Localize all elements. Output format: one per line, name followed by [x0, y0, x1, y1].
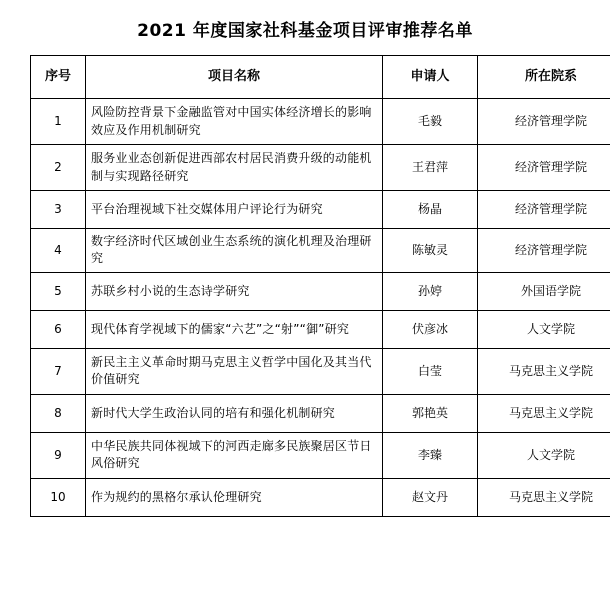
cell-department: 经济管理学院 — [478, 229, 610, 273]
cell-applicant: 孙婷 — [383, 272, 478, 310]
table-row — [31, 478, 610, 516]
cell-department: 经济管理学院 — [478, 145, 610, 191]
cell-project-name: 服务业业态创新促进西部农村居民消费升级的动能机制与实现路径研究 — [86, 145, 383, 191]
column-header-no: 序号 — [31, 56, 86, 99]
cell-project-name: 风险防控背景下金融监管对中国实体经济增长的影响效应及作用机制研究 — [86, 99, 383, 145]
cell-no: 7 — [31, 348, 86, 394]
cell-applicant: 毛毅 — [383, 99, 478, 145]
page-title: 2021 年度国家社科基金项目评审推荐名单 — [0, 16, 610, 41]
cell-department: 马克思主义学院 — [478, 394, 610, 432]
cell-applicant: 白莹 — [383, 348, 478, 394]
cell-project-name: 平台治理视域下社交媒体用户评论行为研究 — [86, 191, 383, 229]
column-header-department: 所在院系 — [478, 56, 610, 99]
table-row — [31, 432, 610, 478]
table-row — [31, 145, 610, 191]
cell-applicant: 杨晶 — [383, 191, 478, 229]
table-header — [31, 56, 610, 99]
column-header-project-name: 项目名称 — [86, 56, 383, 99]
cell-department: 经济管理学院 — [478, 99, 610, 145]
cell-no: 8 — [31, 394, 86, 432]
cell-department: 人文学院 — [478, 310, 610, 348]
cell-applicant: 李臻 — [383, 432, 478, 478]
cell-project-name: 苏联乡村小说的生态诗学研究 — [86, 272, 383, 310]
cell-project-name: 作为规约的黑格尔承认伦理研究 — [86, 478, 383, 516]
table-header-row — [31, 56, 610, 99]
column-header-applicant: 申请人 — [383, 56, 478, 99]
cell-applicant: 王君萍 — [383, 145, 478, 191]
recommendation-list-table — [30, 55, 610, 517]
cell-department: 马克思主义学院 — [478, 478, 610, 516]
cell-project-name: 新时代大学生政治认同的培有和强化机制研究 — [86, 394, 383, 432]
cell-no: 6 — [31, 310, 86, 348]
cell-applicant: 郭艳英 — [383, 394, 478, 432]
table-row — [31, 348, 610, 394]
cell-department: 外国语学院 — [478, 272, 610, 310]
cell-no: 5 — [31, 272, 86, 310]
cell-applicant: 赵文丹 — [383, 478, 478, 516]
cell-no: 9 — [31, 432, 86, 478]
document-page — [0, 16, 610, 612]
table-row — [31, 99, 610, 145]
table-row — [31, 191, 610, 229]
cell-project-name: 中华民族共同体视域下的河西走廊多民族聚居区节日风俗研究 — [86, 432, 383, 478]
cell-department: 马克思主义学院 — [478, 348, 610, 394]
cell-department: 人文学院 — [478, 432, 610, 478]
cell-project-name: 新民主主义革命时期马克思主义哲学中国化及其当代价值研究 — [86, 348, 383, 394]
cell-no: 1 — [31, 99, 86, 145]
cell-project-name: 数字经济时代区域创业生态系统的演化机理及治理研究 — [86, 229, 383, 273]
cell-no: 4 — [31, 229, 86, 273]
cell-project-name: 现代体育学视域下的儒家“六艺”之“射”“御”研究 — [86, 310, 383, 348]
table-row — [31, 310, 610, 348]
cell-no: 10 — [31, 478, 86, 516]
table-row — [31, 394, 610, 432]
cell-no: 2 — [31, 145, 86, 191]
table-container — [0, 55, 610, 517]
cell-department: 经济管理学院 — [478, 191, 610, 229]
cell-applicant: 陈敏灵 — [383, 229, 478, 273]
table-body — [31, 99, 610, 517]
table-row — [31, 229, 610, 273]
cell-no: 3 — [31, 191, 86, 229]
table-row — [31, 272, 610, 310]
cell-applicant: 伏彦冰 — [383, 310, 478, 348]
